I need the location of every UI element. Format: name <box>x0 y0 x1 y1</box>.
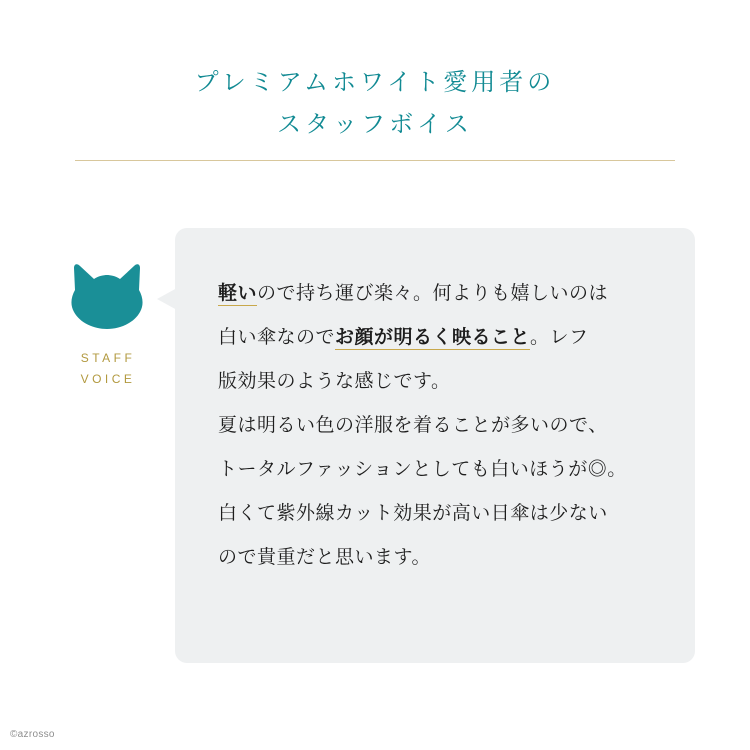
testimonial-text <box>218 272 678 580</box>
testimonial-line <box>218 404 678 448</box>
testimonial-segment: トータルファッションとしても白いほうが◎。 <box>218 459 627 480</box>
heading-divider <box>75 160 675 161</box>
testimonial-line <box>218 536 678 580</box>
testimonial-line <box>218 272 678 316</box>
testimonial-segment: 夏は明るい色の洋服を着ることが多いので、 <box>218 415 608 436</box>
testimonial-segment: ので持ち運び楽々。何よりも嬉しいのは <box>257 283 609 304</box>
testimonial-segment: 白い傘なので <box>218 327 336 348</box>
testimonial-segment: お顔が明るく映ること <box>335 327 531 348</box>
bubble-tail <box>157 288 177 310</box>
page-title-line-2: スタッフボイス <box>277 112 473 138</box>
page-title-line-1: プレミアムホワイト愛用者の <box>194 70 556 96</box>
testimonial-segment: 。レフ <box>530 327 589 348</box>
testimonial-line <box>218 360 678 404</box>
testimonial-segment: ので貴重だと思います。 <box>218 547 431 568</box>
testimonial-line <box>218 448 678 492</box>
testimonial-segment: 軽い <box>218 283 258 304</box>
testimonial-segment: 白くて紫外線カット効果が高い日傘は少ない <box>218 503 608 524</box>
testimonial-line <box>218 316 678 360</box>
cat-head-icon <box>68 262 146 330</box>
staff-voice-label-line-2: VOICE <box>80 372 136 386</box>
staff-voice-label-line-1: STAFF <box>80 351 136 365</box>
testimonial-segment: 版効果のような感じです。 <box>218 371 451 392</box>
page-title <box>0 62 750 146</box>
copyright-credit: ©azrosso <box>10 729 55 740</box>
testimonial-line <box>218 492 678 536</box>
staff-voice-label <box>60 348 156 390</box>
